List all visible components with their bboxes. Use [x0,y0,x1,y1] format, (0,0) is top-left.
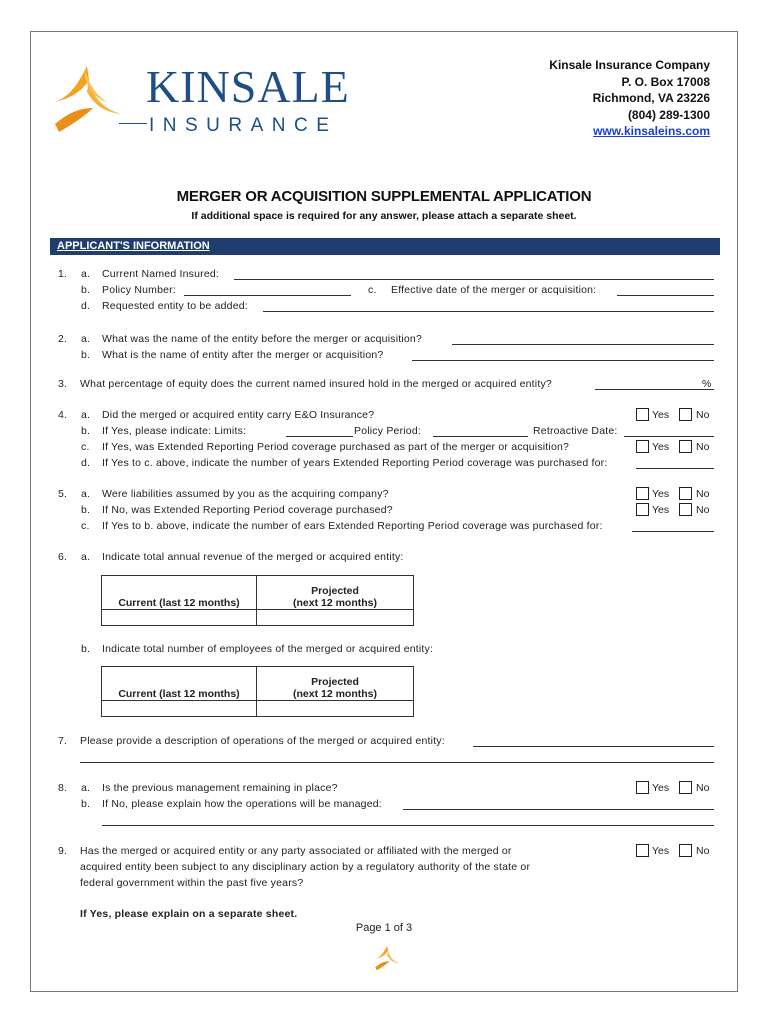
q9-yes-label: Yes [652,845,670,857]
q6-a-letter: a. [81,551,91,563]
q1-d-letter: d. [81,300,91,312]
revenue-current-header: Current (last 12 months) [102,576,257,610]
q8-b-letter: b. [81,798,91,810]
q8a-yes-checkbox[interactable] [636,781,649,794]
effective-date-field[interactable] [617,295,714,296]
management-explanation-field-2[interactable] [102,825,714,826]
footer-flame-icon [371,944,405,974]
q7-label: Please provide a description of operations of the merged or acquired entity: [80,735,445,747]
operations-description-field-2[interactable] [80,762,714,763]
q4-d-letter: d. [81,457,91,469]
logo-divider [119,123,147,124]
equity-percentage-field[interactable] [595,389,714,390]
q1-c-letter: c. [368,284,377,296]
q1-c-label: Effective date of the merger or acquisition: [391,284,597,296]
q8a-no-label: No [696,782,710,794]
entity-before-field[interactable] [452,344,714,345]
employees-table [101,666,414,717]
q2-number: 2. [58,333,68,345]
policy-period-field[interactable] [433,436,528,437]
q9-line3: federal government within the past five years? [80,877,304,889]
retroactive-date-field[interactable] [624,436,714,437]
named-insured-field[interactable] [234,279,714,280]
employees-current-header: Current (last 12 months) [102,667,257,701]
q5a-yes-checkbox[interactable] [636,487,649,500]
q5b-no-label: No [696,504,710,516]
q1-d-label: Requested entity to be added: [102,300,248,312]
q8a-yes-label: Yes [652,782,670,794]
page-subtitle: If additional space is required for any answer, please attach a separate sheet. [191,210,577,222]
company-phone: (804) 289-1300 [627,107,710,122]
company-address1: P. O. Box 17008 [621,74,710,89]
q4a-yes-label: Yes [652,409,670,421]
kinsale-logo [49,57,349,142]
q1-number: 1. [58,268,68,280]
q5-a-label: Were liabilities assumed by you as the acquiring company? [102,488,389,500]
q4a-yes-checkbox[interactable] [636,408,649,421]
page-number: Page 1 of 3 [355,922,413,934]
q9-line1: Has the merged or acquired entity or any party associated or affiliated with the merged or [80,845,512,857]
q2-a-label: What was the name of the entity before the merger or acquisition? [102,333,422,345]
section-header [50,238,720,255]
q9-no-label: No [696,845,710,857]
q4-c-label: If Yes, was Extended Reporting Period coverage purchased as part of the merger or acquisition? [102,441,570,453]
revenue-current-cell[interactable] [102,610,257,626]
q1-b-letter: b. [81,284,91,296]
q4-d-label: If Yes to c. above, indicate the number of years Extended Reporting Period coverage was purchased for: [102,457,608,469]
q5a-no-checkbox[interactable] [679,487,692,500]
q5a-no-label: No [696,488,710,500]
company-name: Kinsale Insurance Company [549,58,710,72]
q5-a-letter: a. [81,488,91,500]
q4-b-label-retroactive-date: Retroactive Date: [533,425,618,437]
q5-c-label: If Yes to b. above, indicate the number of ears Extended Reporting Period coverage was purchased for: [102,520,603,532]
logo-word-kinsale: KINSALE [146,61,350,112]
q4c-no-checkbox[interactable] [679,440,692,453]
q4a-no-label: No [696,409,710,421]
q4c-yes-checkbox[interactable] [636,440,649,453]
q6-b-label: Indicate total number of employees of the merged or acquired entity: [102,643,434,655]
q3-label: What percentage of equity does the current named insured hold in the merged or acquired entity? [80,378,552,390]
policy-number-field[interactable] [184,295,351,296]
q4c-no-label: No [696,441,710,453]
percent-sign: % [702,378,712,390]
q4c-yes-label: Yes [652,441,670,453]
q6-a-label: Indicate total annual revenue of the merged or acquired entity: [102,551,404,563]
q4-b-label-limits: If Yes, please indicate: Limits: [102,425,247,437]
q4-a-letter: a. [81,409,91,421]
q8-a-label: Is the previous management remaining in place? [102,782,338,794]
q8-number: 8. [58,782,68,794]
q8-a-letter: a. [81,782,91,794]
revenue-table [101,575,414,626]
management-explanation-field-1[interactable] [403,809,714,810]
company-info [549,57,710,140]
operations-description-field-1[interactable] [473,746,714,747]
q9-number: 9. [58,845,68,857]
q4-b-label-policy-period: Policy Period: [354,425,421,437]
erp-years-field[interactable] [636,468,714,469]
q6-number: 6. [58,551,68,563]
q8a-no-checkbox[interactable] [679,781,692,794]
logo-word-insurance: INSURANCE [149,115,338,136]
kinsale-flame-icon [49,62,129,142]
q1-b-label: Policy Number: [102,284,176,296]
q4-number: 4. [58,409,68,421]
q5-erp-years-field[interactable] [632,531,714,532]
q3-number: 3. [58,378,68,390]
employees-projected-cell[interactable] [257,701,414,717]
q4-c-letter: c. [81,441,90,453]
q5b-yes-label: Yes [652,504,670,516]
q7-number: 7. [58,735,68,747]
entity-after-field[interactable] [412,360,714,361]
company-address2: Richmond, VA 23226 [592,91,710,105]
q2-b-label: What is the name of entity after the merger or acquisition? [102,349,384,361]
q9-note: If Yes, please explain on a separate sheet. [80,908,298,920]
employees-projected-header: Projected (next 12 months) [257,667,414,701]
application-page [30,31,738,992]
page-title: MERGER OR ACQUISITION SUPPLEMENTAL APPLICATION [176,188,592,205]
q5a-yes-label: Yes [652,488,670,500]
q2-a-letter: a. [81,333,91,345]
q5-number: 5. [58,488,68,500]
q5b-no-checkbox[interactable] [679,503,692,516]
q1-a-letter: a. [81,268,91,280]
q9-line2: acquired entity been subject to any disciplinary action by a regulatory authority of the state or [80,861,531,873]
q9-no-checkbox[interactable] [679,844,692,857]
q4-b-letter: b. [81,425,91,437]
q5-b-letter: b. [81,504,91,516]
q4-a-label: Did the merged or acquired entity carry E&O Insurance? [102,409,375,421]
q5b-yes-checkbox[interactable] [636,503,649,516]
q9-yes-checkbox[interactable] [636,844,649,857]
q2-b-letter: b. [81,349,91,361]
q5-b-label: If No, was Extended Reporting Period coverage purchased? [102,504,393,516]
revenue-projected-cell[interactable] [257,610,414,626]
limits-field[interactable] [286,436,353,437]
q6-b-letter: b. [81,643,91,655]
requested-entity-field[interactable] [263,311,714,312]
section-header-label: APPLICANT'S INFORMATION [57,240,210,252]
company-website-link[interactable]: www.kinsaleins.com [593,124,710,138]
q4a-no-checkbox[interactable] [679,408,692,421]
revenue-projected-header: Projected (next 12 months) [257,576,414,610]
employees-current-cell[interactable] [102,701,257,717]
q5-c-letter: c. [81,520,90,532]
q1-a-label: Current Named Insured: [102,268,220,280]
q8-b-label: If No, please explain how the operations will be managed: [102,798,382,810]
